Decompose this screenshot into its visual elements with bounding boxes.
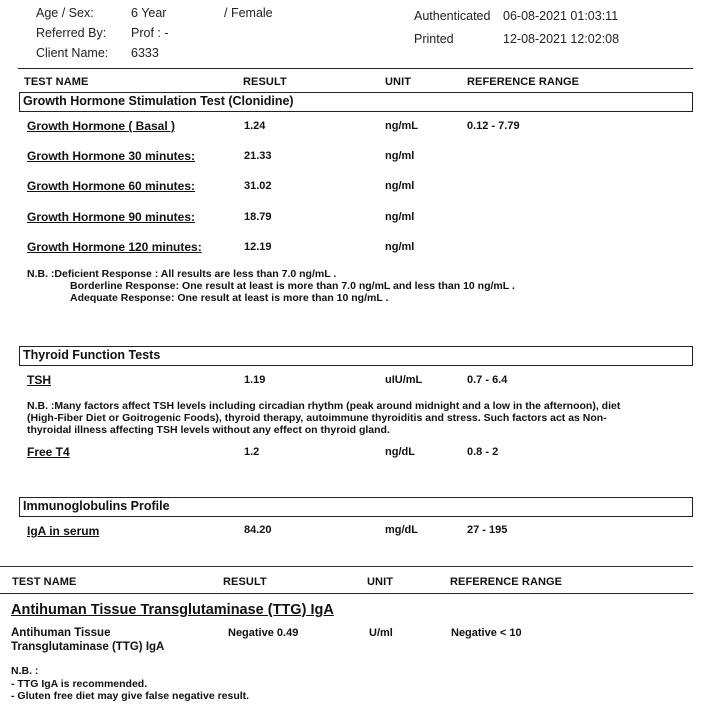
test-unit: ng/ml xyxy=(385,211,415,223)
client-name-label: Client Name: xyxy=(36,46,109,60)
col-test-name-2: TEST NAME xyxy=(12,576,77,588)
test-unit: ng/ml xyxy=(385,241,415,253)
header-top-rule xyxy=(18,68,693,69)
col-reference-range: REFERENCE RANGE xyxy=(467,76,580,88)
thyroid-section-title: Thyroid Function Tests xyxy=(19,346,693,366)
test-unit: mg/dL xyxy=(385,524,418,536)
test-reference: 0.7 - 6.4 xyxy=(467,374,508,386)
col-test-name: TEST NAME xyxy=(24,76,89,88)
printed-label: Printed xyxy=(414,32,454,46)
test-result: 1.24 xyxy=(244,120,266,132)
test-result: 1.19 xyxy=(244,374,266,386)
tsh-note-line-1: N.B. :Many factors affect TSH levels including circadian rhythm (peak around midnight and a low in the afternoon), diet xyxy=(27,400,621,412)
ttg-nb-line-1: - TTG IgA is recommended. xyxy=(11,678,148,690)
referred-by-label: Referred By: xyxy=(36,26,107,40)
sex-value: / Female xyxy=(224,6,273,20)
test-result: 21.33 xyxy=(244,150,272,162)
test-unit: U/ml xyxy=(369,627,393,639)
test-name: Growth Hormone 30 minutes: xyxy=(27,149,196,163)
test-unit: ng/ml xyxy=(385,150,415,162)
tsh-note-line-3: thyroidal illness affecting TSH levels without any effect on thyroid gland. xyxy=(27,424,390,436)
col-unit: UNIT xyxy=(385,76,412,88)
ttg-nb-line-2: - Gluten free diet may give false negative result. xyxy=(11,690,250,702)
gh-note-adequate: Adequate Response: One result at least is more than 10 ng/mL . xyxy=(70,292,389,304)
gh-note-deficient: N.B. :Deficient Response : All results are less than 7.0 ng/mL . xyxy=(27,268,337,280)
ttg-nb-label: N.B. : xyxy=(11,665,39,677)
authenticated-label: Authenticated xyxy=(414,9,491,23)
test-name: Free T4 xyxy=(27,445,70,459)
test-name: Growth Hormone ( Basal ) xyxy=(27,119,176,133)
test-result: Negative 0.49 xyxy=(228,627,299,639)
age-sex-label: Age / Sex: xyxy=(36,6,94,20)
col-result-2: RESULT xyxy=(223,576,267,588)
test-name: Growth Hormone 90 minutes: xyxy=(27,210,196,224)
age-value: 6 Year xyxy=(131,6,167,20)
test-result: 1.2 xyxy=(244,446,260,458)
test-name: TSH xyxy=(27,373,51,387)
col-unit-2: UNIT xyxy=(367,576,394,588)
ttg-test-name-line-1: Antihuman Tissue xyxy=(11,627,111,639)
test-unit: ng/ml xyxy=(385,180,415,192)
test-reference: 27 - 195 xyxy=(467,524,508,536)
tsh-note-line-2: (High-Fiber Diet or Goitrogenic Foods), thyroid therapy, autoimmune thyroiditis and stress. Such factors act as Non- xyxy=(27,412,607,424)
test-result: 31.02 xyxy=(244,180,272,192)
ttg-section-title: Antihuman Tissue Transglutaminase (TTG) IgA xyxy=(11,602,334,618)
test-result: 84.20 xyxy=(244,524,272,536)
test-name: Growth Hormone 60 minutes: xyxy=(27,179,196,193)
header2-top-rule xyxy=(0,566,693,567)
test-result: 18.79 xyxy=(244,211,272,223)
printed-value: 12-08-2021 12:02:08 xyxy=(503,32,620,46)
test-unit: ng/dL xyxy=(385,446,415,458)
header2-bottom-rule xyxy=(0,593,693,594)
test-reference: Negative < 10 xyxy=(451,627,522,639)
test-unit: uIU/mL xyxy=(385,374,423,386)
test-name: IgA in serum xyxy=(27,524,100,538)
gh-section-title: Growth Hormone Stimulation Test (Clonidine) xyxy=(19,92,693,112)
test-unit: ng/mL xyxy=(385,120,418,132)
referred-by-value: Prof : - xyxy=(131,26,169,40)
authenticated-value: 06-08-2021 01:03:11 xyxy=(503,9,619,23)
test-reference: 0.12 - 7.79 xyxy=(467,120,520,132)
gh-note-borderline: Borderline Response: One result at least is more than 7.0 ng/mL and less than 10 ng/mL . xyxy=(70,280,515,292)
test-reference: 0.8 - 2 xyxy=(467,446,499,458)
col-result: RESULT xyxy=(243,76,287,88)
test-name: Growth Hormone 120 minutes: xyxy=(27,240,202,254)
test-result: 12.19 xyxy=(244,241,272,253)
immuno-section-title: Immunoglobulins Profile xyxy=(19,497,693,517)
client-name-value: 6333 xyxy=(131,46,159,60)
col-reference-range-2: REFERENCE RANGE xyxy=(450,576,563,588)
ttg-test-name-line-2: Transglutaminase (TTG) IgA xyxy=(11,641,165,653)
